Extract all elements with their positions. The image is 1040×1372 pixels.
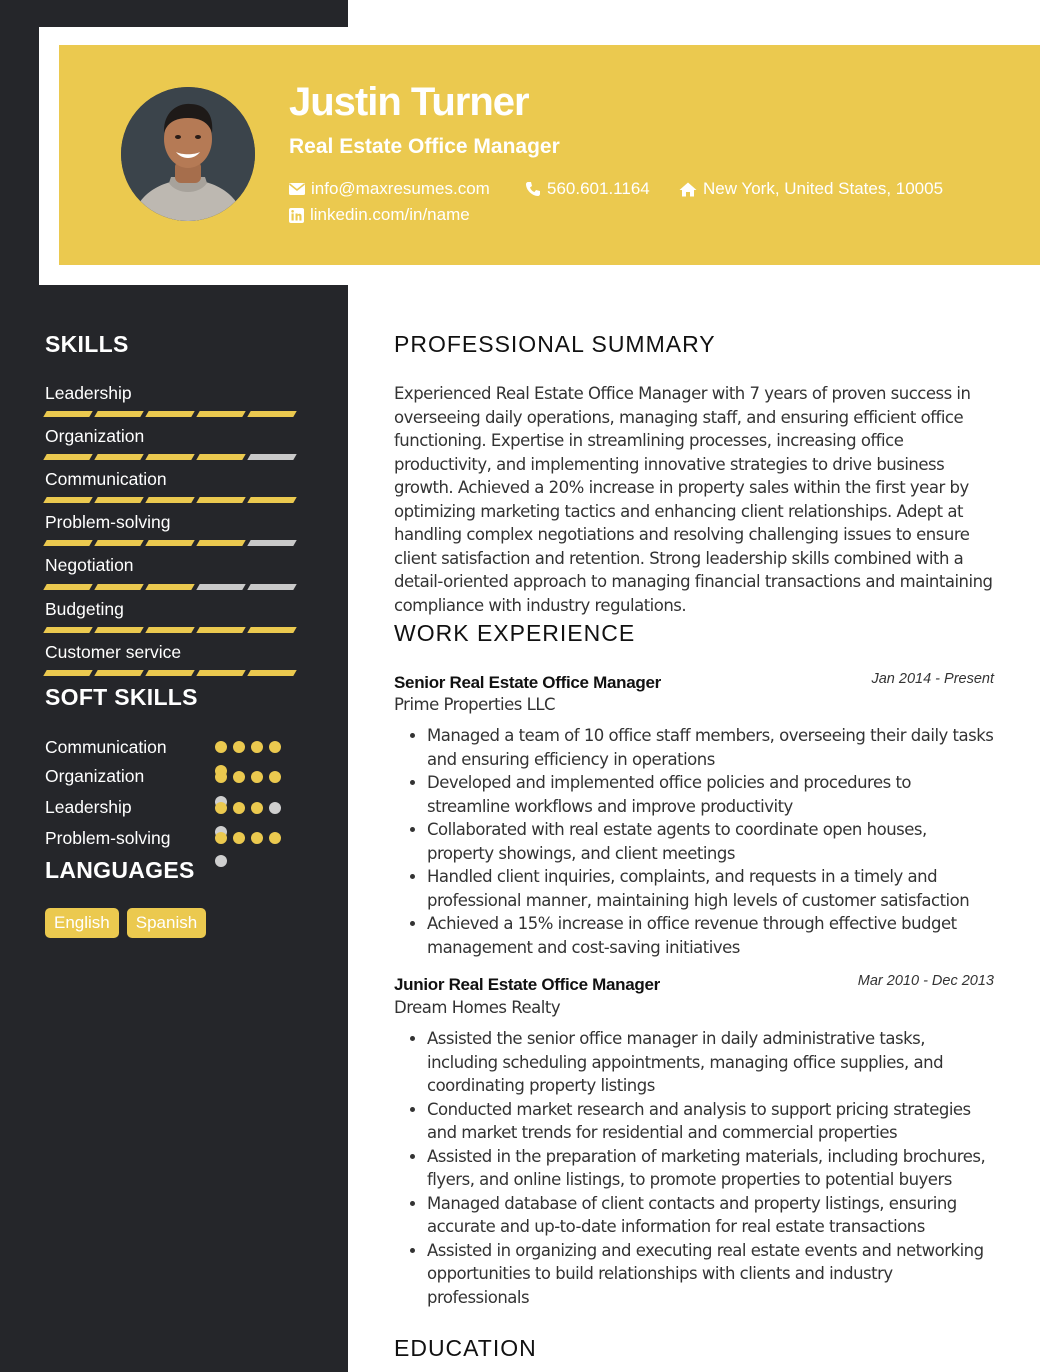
language-badge: English [45,908,119,938]
list-item: • Assisted in the preparation of marketing materials, including brochures, flyers, and online listings, to promote properties to potential buyers [427,1145,994,1192]
avatar [121,87,255,221]
soft-skill-rating [215,771,281,783]
rating-dot [215,802,227,814]
language-badge: Spanish [127,908,206,938]
rating-dot [233,741,245,753]
soft-skill-label: Communication [45,737,167,757]
company-name: Prime Properties LLC [394,695,556,714]
skill-rating [45,454,295,460]
soft-skill-rating [215,741,281,753]
rating-bar [94,670,143,676]
rating-bar [196,411,245,417]
phone-contact[interactable] [525,179,650,199]
job-bullets [394,724,994,959]
summary-heading: PROFESSIONAL SUMMARY [394,331,716,357]
list-item: • Assisted in organizing and executing real estate events and networking opportunities to build relationships with clients and industry professionals [427,1239,994,1310]
rating-bar-empty [247,454,296,460]
experience-heading: WORK EXPERIENCE [394,620,636,646]
rating-bar [94,454,143,460]
list-item: • Achieved a 15% increase in office revenue through effective budget management and cost-saving initiatives [427,912,994,959]
rating-dot [269,741,281,753]
email-contact[interactable] [289,179,490,199]
rating-bar [43,670,92,676]
rating-bar [43,627,92,633]
email-text: info@maxresumes.com [311,179,490,198]
list-item: • Collaborated with real estate agents to coordinate open houses, property showings, and client meetings [427,818,994,865]
rating-bar [94,540,143,546]
rating-bar [43,411,92,417]
rating-bar [196,454,245,460]
rating-bar [196,670,245,676]
rating-bar [145,540,194,546]
company-name: Dream Homes Realty [394,998,561,1017]
location-text: New York, United States, 10005 [703,179,944,198]
job-title: Senior Real Estate Office Manager [394,673,661,692]
rating-bar [196,497,245,503]
rating-bar [43,540,92,546]
skill-label: Problem-solving [45,512,171,532]
rating-bar-empty [247,540,296,546]
rating-bar [145,411,194,417]
list-item: • Assisted the senior office manager in daily administrative tasks, including scheduling appointments, managing office supplies, and coordinating property listings [427,1027,994,1098]
rating-bar [145,497,194,503]
skill-label: Budgeting [45,599,124,619]
rating-dot [269,832,281,844]
rating-dot [251,741,263,753]
rating-bar [145,584,194,590]
job-dates: Mar 2010 - Dec 2013 [857,973,994,989]
education-heading: EDUCATION [394,1335,537,1361]
candidate-role: Real Estate Office Manager [289,135,560,158]
language-list [45,908,206,938]
rating-dot [251,771,263,783]
soft-skill-rating [215,802,281,814]
soft-skill-label: Leadership [45,797,132,817]
rating-bar [43,584,92,590]
rating-bar-empty [247,584,296,590]
rating-dot [215,832,227,844]
rating-bar [94,411,143,417]
profile-photo [121,87,255,221]
summary-text: Experienced Real Estate Office Manager with 7 years of proven success in overseeing daily operations, managing staff, and ensuring efficient office functioning. Expertise in streamlining processes, increasing office productivity, and implementing innovative strategies to drive business growth. Achieved a 20% increase in property sales within the first year by optimizing marketing tactics and enhancing client relationships. Adept at handling complex negotiations and resolving challenging issues to ensure client satisfaction and retention. Strong leadership skills combined with a detail-oriented approach to managing financial transactions and maintaining compliance with industry regulations. [394,384,993,615]
rating-dot [233,771,245,783]
rating-bar [196,540,245,546]
skill-label: Customer service [45,642,182,662]
rating-dot [215,771,227,783]
list-item: • Managed database of client contacts and property listings, ensuring accurate and up-to-date information for real estate transactions [427,1192,994,1239]
job-title: Junior Real Estate Office Manager [394,975,660,994]
rating-bar [247,627,296,633]
skill-rating [45,584,295,590]
skill-rating [45,627,295,633]
rating-bar [196,627,245,633]
rating-bar [145,670,194,676]
rating-dot [233,832,245,844]
skill-rating [45,670,295,676]
skill-label: Negotiation [45,555,134,575]
list-item: • Handled client inquiries, complaints, and requests in a timely and professional manner, maintaining high levels of customer satisfaction [427,865,994,912]
home-icon [679,182,697,197]
job-dates: Jan 2014 - Present [871,671,994,687]
linkedin-contact[interactable] [289,205,470,225]
list-item: • Managed a team of 10 office staff members, overseeing their daily tasks and ensuring efficiency in operations [427,724,994,771]
rating-dot [251,832,263,844]
list-item: • Conducted market research and analysis to support pricing strategies and market trends for residential and commercial properties [427,1098,994,1145]
rating-dot [269,771,281,783]
rating-bar [145,627,194,633]
soft-skill-label: Organization [45,766,145,786]
languages-heading: LANGUAGES [45,857,195,883]
soft-skill-label: Problem-solving [45,828,171,848]
skill-label: Organization [45,426,145,446]
rating-dot-empty [269,802,281,814]
rating-dot [233,802,245,814]
skill-label: Communication [45,469,167,489]
soft-skills-heading: SOFT SKILLS [45,684,198,710]
skills-heading: SKILLS [45,331,129,357]
rating-bar [247,670,296,676]
rating-dot [251,802,263,814]
linkedin-icon [289,208,304,223]
rating-bar [43,497,92,503]
rating-bar [43,454,92,460]
rating-bar [247,497,296,503]
job-bullets [394,1027,994,1309]
skill-rating [45,411,295,417]
location-contact [679,179,943,199]
list-item: • Developed and implemented office policies and procedures to streamline workflows and improve productivity [427,771,994,818]
envelope-icon [289,183,305,195]
rating-bar-empty [196,584,245,590]
phone-text: 560.601.1164 [547,179,650,198]
skill-label: Leadership [45,383,132,403]
skill-rating [45,497,295,503]
rating-bar [94,584,143,590]
rating-bar [94,627,143,633]
rating-dot [215,741,227,753]
rating-bar [247,411,296,417]
skill-rating [45,540,295,546]
candidate-name: Justin Turner [289,80,529,124]
soft-skill-rating [215,832,281,844]
phone-icon [525,181,541,197]
rating-bar [145,454,194,460]
rating-bar [94,497,143,503]
rating-dot-empty [215,855,227,867]
linkedin-text: linkedin.com/in/name [310,205,470,224]
